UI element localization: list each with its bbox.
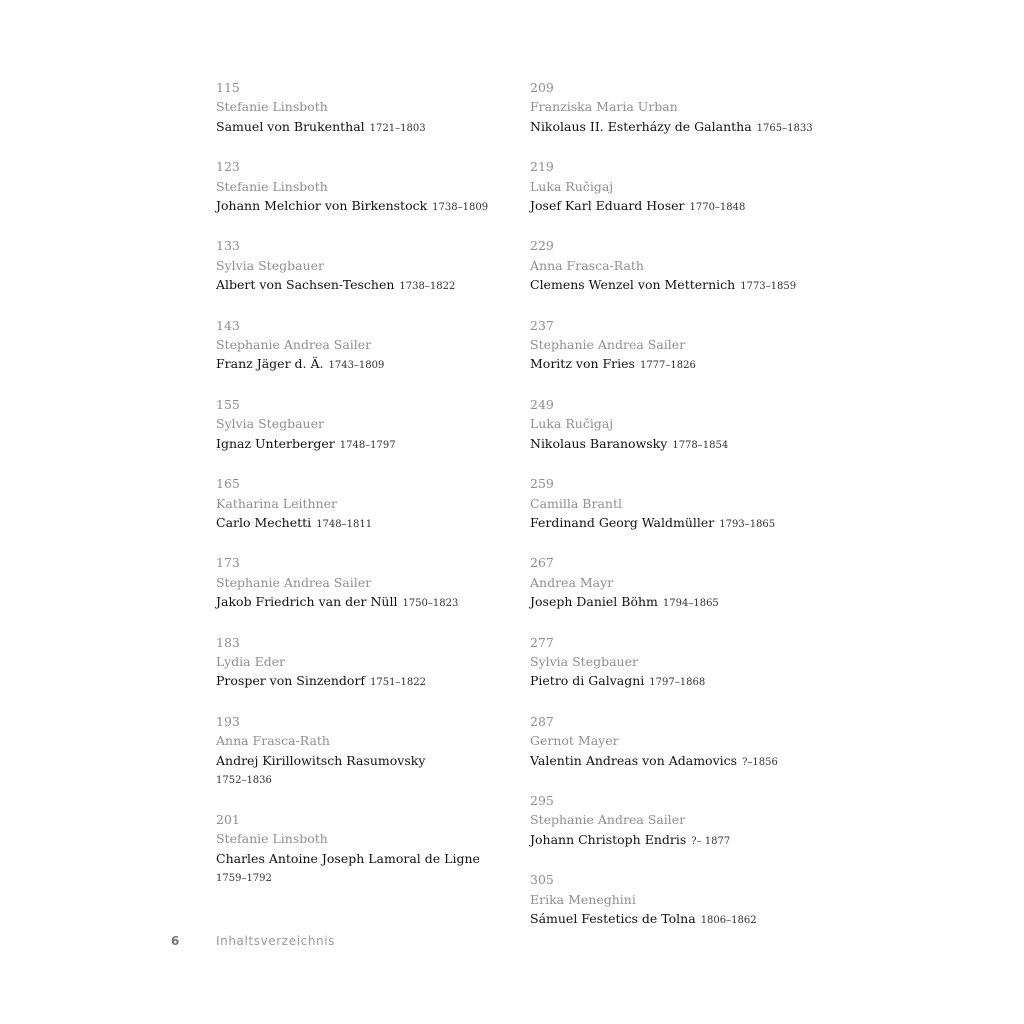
toc-author: Gernot Mayer (530, 733, 619, 749)
toc-page-number: 237 (530, 317, 554, 333)
toc-life-dates: 1738–1809 (432, 202, 489, 214)
toc-subject: Valentin Andreas von Adamovics (530, 752, 738, 768)
toc-title-line (216, 849, 516, 889)
toc-title-line (530, 751, 830, 772)
toc-title-line (216, 671, 516, 692)
toc-page-number: 193 (216, 713, 240, 729)
toc-life-dates: 1743–1809 (328, 360, 385, 372)
toc-entry[interactable] (530, 474, 830, 534)
toc-entry[interactable] (216, 157, 516, 217)
toc-life-dates: 1748–1797 (339, 439, 396, 451)
toc-life-dates: 1721–1803 (369, 122, 426, 134)
page-footer (171, 934, 335, 948)
toc-life-dates: 1738–1822 (399, 281, 456, 293)
toc-life-dates: 1765–1833 (756, 122, 813, 134)
toc-title-line (216, 117, 516, 138)
toc-page-number: 115 (216, 80, 240, 95)
toc-subject: Samuel von Brukenthal (216, 118, 365, 134)
toc-title-line (216, 434, 516, 455)
toc-author: Luka Ručigaj (530, 178, 614, 194)
toc-life-dates: 1794–1865 (662, 598, 719, 610)
toc-right-column (530, 78, 830, 949)
toc-entry[interactable] (216, 553, 516, 613)
toc-author: Anna Frasca-Rath (530, 257, 644, 273)
toc-subject: Josef Karl Eduard Hoser (530, 198, 685, 214)
toc-subject: Carlo Mechetti (216, 514, 312, 530)
toc-title-line (530, 830, 830, 851)
toc-page-number: 229 (530, 238, 554, 254)
toc-page-number: 249 (530, 396, 554, 412)
toc-entry[interactable] (216, 474, 516, 534)
running-head: Inhaltsverzeichnis (216, 934, 336, 948)
toc-page-number: 201 (216, 811, 240, 827)
toc-author: Stefanie Linsboth (216, 831, 328, 847)
toc-life-dates: ?–1856 (742, 756, 778, 768)
toc-subject: Ferdinand Georg Waldmüller (530, 514, 715, 530)
toc-page-number: 183 (216, 634, 240, 650)
toc-author: Stephanie Andrea Sailer (530, 812, 686, 828)
page-number: 6 (171, 934, 180, 948)
toc-subject: Jakob Friedrich van der Nüll (216, 594, 398, 610)
toc-page-number: 143 (216, 317, 240, 333)
toc-title-line (530, 671, 830, 692)
toc-subject: Prosper von Sinzendorf (216, 673, 366, 689)
toc-entry[interactable] (530, 395, 830, 455)
toc-title-line (216, 592, 516, 613)
toc-entry[interactable] (530, 316, 830, 376)
toc-title-line (530, 354, 830, 375)
toc-page-number: 277 (530, 634, 554, 650)
toc-entry[interactable] (216, 633, 516, 693)
toc-author: Camilla Brantl (530, 495, 622, 511)
toc-entry[interactable] (530, 791, 830, 851)
toc-author: Andrea Mayr (530, 574, 614, 590)
toc-subject: Nikolaus II. Esterházy de Galantha (530, 118, 752, 134)
toc-author: Stefanie Linsboth (216, 99, 328, 115)
toc-subject: Moritz von Fries (530, 356, 635, 372)
toc-author: Stephanie Andrea Sailer (216, 574, 372, 590)
toc-subject: Ignaz Unterberger (216, 435, 335, 451)
toc-author: Stephanie Andrea Sailer (216, 337, 372, 353)
toc-entry[interactable] (530, 553, 830, 613)
toc-entry[interactable] (216, 810, 516, 889)
toc-subject: Johann Christoph Endris (530, 831, 687, 847)
toc-life-dates: 1778–1854 (672, 439, 729, 451)
toc-author: Katharina Leithner (216, 495, 337, 511)
toc-life-dates: 1759–1792 (216, 873, 272, 885)
toc-page-number: 295 (530, 792, 554, 808)
toc-subject: Clemens Wenzel von Metternich (530, 277, 736, 293)
toc-entry[interactable] (530, 236, 830, 296)
toc-subject: Johann Melchior von Birkenstock (216, 198, 428, 214)
toc-title-line (530, 275, 830, 296)
toc-author: Sylvia Stegbauer (216, 416, 324, 432)
toc-subject: Sámuel Festetics de Tolna (530, 911, 696, 926)
toc-page-number: 259 (530, 476, 554, 492)
toc-title-line (216, 275, 516, 296)
toc-page-number: 155 (216, 396, 240, 412)
toc-title-line (216, 751, 516, 791)
toc-title-line (530, 909, 830, 930)
toc-author: Sylvia Stegbauer (530, 653, 638, 669)
toc-entry[interactable] (530, 633, 830, 693)
toc-title-line (530, 513, 830, 534)
toc-left-column (216, 78, 516, 908)
toc-life-dates: 1806–1862 (700, 915, 757, 926)
toc-subject: Andrej Kirillowitsch Rasumovsky (216, 752, 426, 768)
toc-author: Franziska Maria Urban (530, 99, 678, 115)
toc-subject: Charles Antoine Joseph Lamoral de Ligne (216, 850, 480, 866)
toc-author: Anna Frasca-Rath (216, 733, 330, 749)
toc-life-dates: 1752–1836 (216, 774, 272, 786)
toc-life-dates: 1777–1826 (639, 360, 696, 372)
toc-author: Stefanie Linsboth (216, 178, 328, 194)
toc-page-number: 123 (216, 159, 240, 175)
toc-title-line (216, 513, 516, 534)
toc-entry[interactable] (216, 712, 516, 791)
toc-title-line (530, 117, 830, 138)
toc-title-line (216, 354, 516, 375)
toc-life-dates: 1793–1865 (719, 518, 776, 530)
toc-life-dates: 1751–1822 (370, 677, 426, 689)
toc-page-number: 219 (530, 159, 554, 175)
toc-author: Luka Ručigaj (530, 416, 614, 432)
toc-subject: Joseph Daniel Böhm (530, 594, 658, 610)
toc-life-dates: 1770–1848 (689, 202, 746, 214)
toc-subject: Albert von Sachsen-Teschen (216, 277, 395, 293)
toc-author: Stephanie Andrea Sailer (530, 337, 686, 353)
toc-author: Erika Meneghini (530, 891, 636, 907)
toc-entry[interactable] (530, 157, 830, 217)
toc-title-line (216, 196, 516, 217)
toc-page-number: 287 (530, 713, 554, 729)
toc-title-line (530, 196, 830, 217)
toc-page-number: 133 (216, 238, 240, 254)
toc-entry[interactable] (216, 236, 516, 296)
toc-author: Lydia Eder (216, 653, 286, 669)
toc-subject: Franz Jäger d. Ä. (216, 356, 324, 372)
toc-page-number: 305 (530, 872, 554, 888)
toc-life-dates: 1797–1868 (649, 677, 706, 689)
toc-entry[interactable] (216, 78, 516, 138)
toc-entry[interactable] (530, 78, 830, 138)
toc-subject: Nikolaus Baranowsky (530, 435, 668, 451)
toc-subject: Pietro di Galvagni (530, 673, 645, 689)
toc-page-number: 209 (530, 80, 554, 95)
toc-life-dates: 1750–1823 (402, 598, 459, 610)
toc-life-dates: ?– 1877 (691, 835, 731, 847)
toc-page-number: 267 (530, 555, 554, 571)
toc-entry[interactable] (216, 316, 516, 376)
toc-entry[interactable] (530, 870, 830, 930)
toc-title-line (530, 592, 830, 613)
toc-author: Sylvia Stegbauer (216, 257, 324, 273)
toc-life-dates: 1773–1859 (740, 281, 797, 293)
toc-life-dates: 1748–1811 (316, 518, 373, 530)
toc-page-number: 165 (216, 476, 240, 492)
toc-entry[interactable] (530, 712, 830, 772)
toc-entry[interactable] (216, 395, 516, 455)
toc-title-line (530, 434, 830, 455)
toc-page-number: 173 (216, 555, 240, 571)
